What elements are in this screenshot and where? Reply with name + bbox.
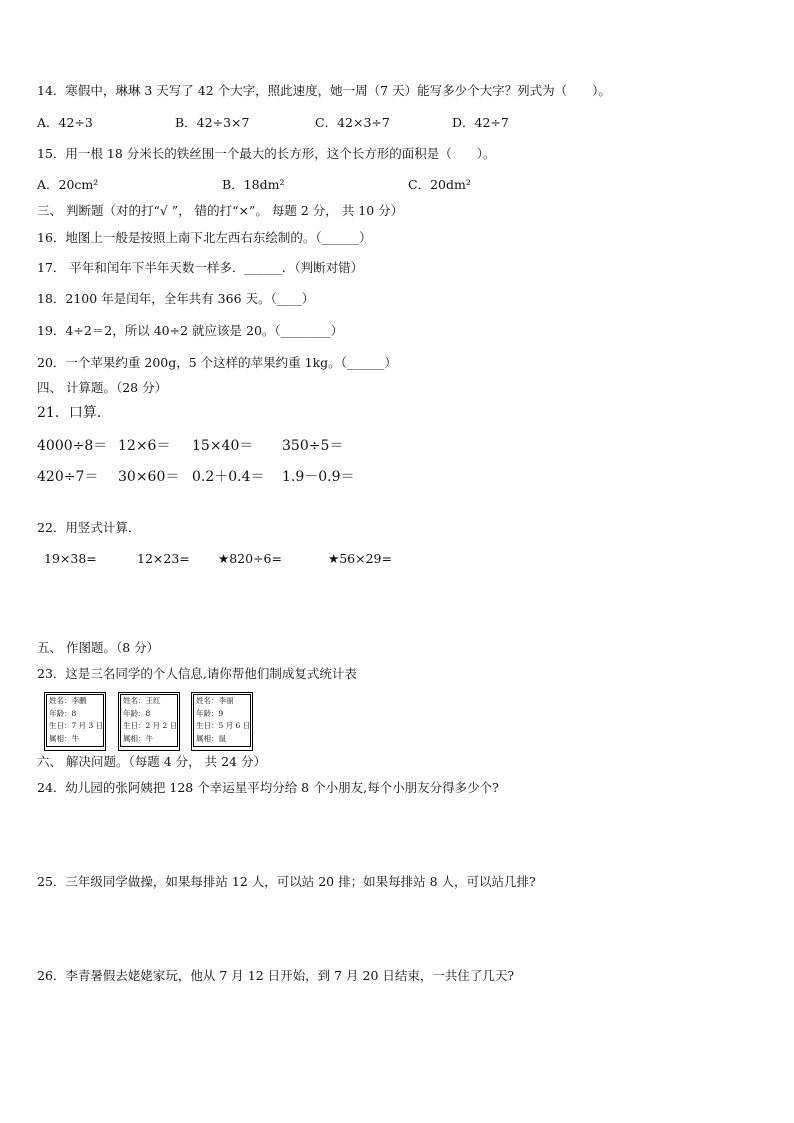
question-26-text: 26．李青暑假去姥姥家玩，他从 7 月 12 日开始，到 7 月 20 日结束，一共住了几天? <box>37 968 515 983</box>
question-24-text: 24．幼儿园的张阿姨把 128 个幸运星平均分给 8 个小朋友,每个小朋友分得多少个? <box>37 780 499 795</box>
student-info-card <box>191 692 253 751</box>
question-15-text: 15．用一根 18 分米长的铁丝围一个最大的长方形，这个长方形的面积是（ ）。 <box>37 146 496 161</box>
section-5-title: 五、 作图题。（8 分） <box>37 640 160 655</box>
question-22-title: 22．用竖式计算． <box>37 520 141 535</box>
q15-option-b: B．18dm² <box>222 177 285 192</box>
q14-option-c: C．42×3÷7 <box>315 115 390 130</box>
question-20-text: 20．一个苹果约重 200g，5 个这样的苹果约重 1kg。（______） <box>37 355 397 370</box>
card-birthday: 生日：7 月 3 日 <box>49 721 104 730</box>
vertical-calc-item: 12×23= <box>137 551 190 566</box>
question-18-text: 18．2100 年是闰年，全年共有 366 天。（____） <box>37 291 315 306</box>
oral-calc-item: 12×6＝ <box>118 438 171 454</box>
question-25-text: 25．三年级同学做操，如果每排站 12 人，可以站 20 排；如果每排站 8 人，可以站几排? <box>37 874 536 889</box>
oral-calc-item: 0.2＋0.4＝ <box>192 469 265 485</box>
section-6-title: 六、 解决问题。（每题 4 分， 共 24 分） <box>37 754 266 769</box>
question-21-title: 21．口算． <box>37 405 111 421</box>
card-zodiac: 属相：鼠 <box>196 733 226 743</box>
vertical-calc-item: ★56×29= <box>328 551 392 566</box>
card-birthday: 生日：2 月 2 日 <box>123 721 178 730</box>
q14-option-d: D．42÷7 <box>452 115 509 130</box>
oral-calc-item: 15×40＝ <box>192 438 254 454</box>
oral-calc-item: 4000÷8＝ <box>37 438 108 454</box>
section-4-title: 四、 计算题。（28 分） <box>37 380 168 395</box>
section-3-title: 三、 判断题（对的打“√ ”， 错的打“×”。 每题 2 分， 共 10 分） <box>37 203 404 218</box>
card-age: 年龄：9 <box>196 708 224 718</box>
card-age: 年龄：8 <box>49 708 77 718</box>
oral-calc-item: 420÷7＝ <box>37 469 99 485</box>
q14-option-b: B．42÷3×7 <box>175 115 250 130</box>
oral-calc-item: 1.9－0.9＝ <box>282 469 355 485</box>
card-name: 姓名：李鹏 <box>49 696 87 705</box>
card-name: 姓名：李丽 <box>196 696 234 705</box>
question-16-text: 16．地图上一般是按照上南下北左西右东绘制的。（______） <box>37 230 372 245</box>
card-birthday: 生日：5 月 6 日 <box>196 721 251 730</box>
q14-option-a: A．42÷3 <box>37 115 93 130</box>
q15-option-c: C．20dm² <box>408 177 471 192</box>
card-zodiac: 属相：牛 <box>49 733 79 743</box>
q15-option-a: A．20cm² <box>37 177 99 192</box>
card-zodiac: 属相：牛 <box>123 733 153 743</box>
vertical-calc-item: 19×38= <box>44 551 97 566</box>
student-info-card <box>118 692 180 751</box>
vertical-calc-item: ★820÷6= <box>218 551 282 566</box>
card-age: 年龄：8 <box>123 708 151 718</box>
student-info-card <box>44 692 106 751</box>
oral-calc-item: 30×60＝ <box>118 469 180 485</box>
oral-calc-item: 350÷5＝ <box>282 438 344 454</box>
card-name: 姓名：王红 <box>123 696 161 705</box>
question-19-text: 19．4÷2＝2，所以 40÷2 就应该是 20。（________） <box>37 323 344 338</box>
question-14-text: 14．寒假中，琳琳 3 天写了 42 个大字，照此速度，她一周（7 天）能写多少个大字？列式为（ ）。 <box>37 83 611 98</box>
question-17-text: 17． 平年和闰年下半年天数一样多．______．（判断对错） <box>37 260 364 275</box>
question-23-title: 23．这是三名同学的个人信息,请你帮他们制成复式统计表 <box>37 666 357 681</box>
